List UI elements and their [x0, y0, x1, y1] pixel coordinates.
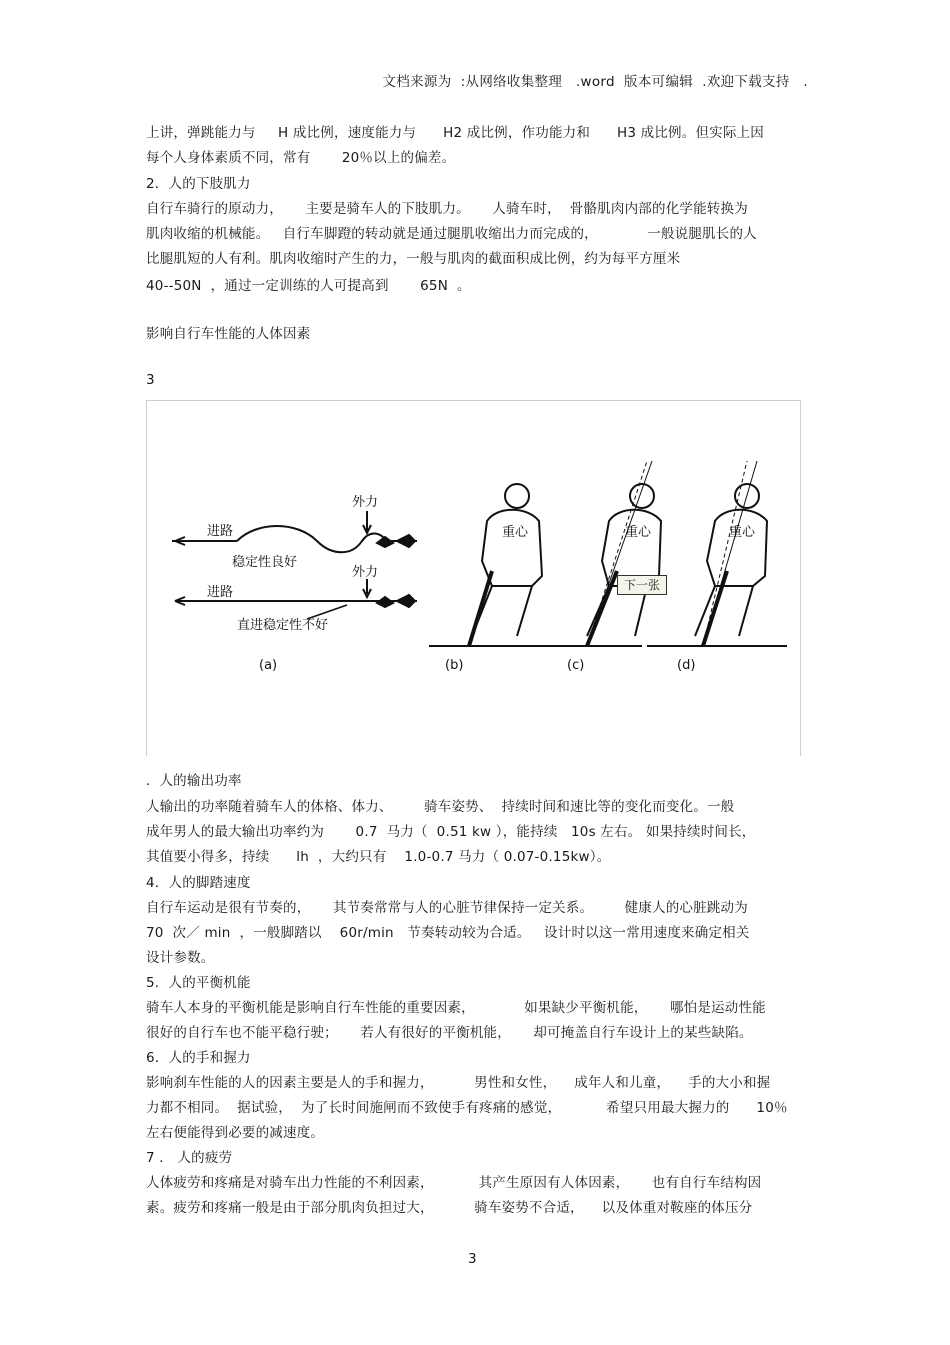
- caption-b: (b): [445, 658, 464, 673]
- figure-drawing: [147, 401, 802, 757]
- page-header: 文档来源为 :从网络收集整理 .word 版本可编辑 .欢迎下载支持 .: [382, 74, 808, 90]
- paragraph-line: 自行车运动是很有节奏的， 其节奏常常与人的心脏节律保持一定关系。 健康人的心脏跳动为: [146, 900, 748, 916]
- paragraph-line: 成年男人的最大输出功率约为 0.7 马力（ 0.51 kw ），能持续 10s 左右。 如果持续时间长，: [146, 824, 756, 840]
- figure-title: 影响自行车性能的人体因素: [146, 326, 311, 342]
- label-stable-good: 稳定性良好: [232, 555, 298, 570]
- label-route-top: 进路: [207, 524, 234, 539]
- section-heading: 7 ． 人的疲劳: [146, 1150, 233, 1166]
- label-cg-b: 重心: [502, 525, 529, 540]
- paragraph-line: 肌肉收缩的机械能。 自行车脚蹬的转动就是通过腿肌收缩出力而完成的， 一般说腿肌长的人: [146, 226, 757, 242]
- paragraph-line: 素。疲劳和疼痛一般是由于部分肌肉负担过大， 骑车姿势不合适， 以及体重对鞍座的体压分: [146, 1200, 753, 1216]
- caption-c: (c): [567, 658, 585, 673]
- label-cg-d: 重心: [729, 525, 756, 540]
- paragraph-line: 设计参数。: [146, 950, 215, 966]
- page-number: 3: [468, 1251, 477, 1267]
- paragraph-line: 每个人身体素质不同，常有 20％以上的偏差。: [146, 150, 456, 166]
- figure-number: 3: [146, 372, 155, 388]
- paragraph-line: 40--50N ，通过一定训练的人可提高到 65N 。: [146, 278, 471, 294]
- label-route-bottom: 进路: [207, 585, 234, 600]
- rider-c: [587, 461, 661, 646]
- label-stable-bad: 直进稳定性不好: [237, 618, 329, 633]
- caption-a: (a): [259, 658, 278, 673]
- bike-symbol: [377, 537, 393, 547]
- bicycle-stability-figure: [146, 400, 801, 756]
- paragraph-line: 影响刹车性能的人的因素主要是人的手和握力， 男性和女性， 成年人和儿童， 手的大小和握: [146, 1075, 771, 1091]
- next-image-button[interactable]: 下一张: [617, 575, 667, 595]
- paragraph-line: 自行车骑行的原动力， 主要是骑车人的下肢肌力。 人骑车时， 骨骼肌肉内部的化学能转换为: [146, 201, 748, 217]
- paragraph-line: 70 次／ min ，一般脚踏以 60r/min 节奏转动较为合适。 设计时以这一常用速度来确定相关: [146, 925, 750, 941]
- paragraph-line: 骑车人本身的平衡机能是影响自行车性能的重要因素， 如果缺少平衡机能， 哪怕是运动性能: [146, 1000, 766, 1016]
- label-force-bottom: 外力: [352, 565, 379, 580]
- paragraph-line: 左右便能得到必要的减速度。: [146, 1125, 325, 1141]
- paragraph-line: 很好的自行车也不能平稳行驶； 若人有很好的平衡机能， 却可掩盖自行车设计上的某些缺陷。: [146, 1025, 753, 1041]
- paragraph-line: 力都不相同。 据试验， 为了长时间施闸而不致使手有疼痛的感觉， 希望只用最大握力的 10％: [146, 1100, 788, 1116]
- paragraph-line: 上讲，弹跳能力与 H 成比例，速度能力与 H2 成比例，作功能力和 H3 成比例。但实际上因: [146, 125, 764, 141]
- paragraph-line: 比腿肌短的人有利。肌肉收缩时产生的力，一般与肌肉的截面积成比例，约为每平方厘米: [146, 251, 681, 267]
- section-heading: 2．人的下肢肌力: [146, 176, 251, 192]
- label-cg-c: 重心: [625, 525, 652, 540]
- section-heading: . 人的输出功率: [146, 773, 242, 789]
- paragraph-line: 人输出的功率随着骑车人的体格、体力、 骑车姿势、 持续时间和速比等的变化而变化。一般: [146, 799, 735, 815]
- rider-b: [469, 484, 542, 646]
- paragraph-line: 其值要小得多，持续 lh ，大约只有 1.0-0.7 马力（ 0.07-0.15kw）。: [146, 849, 611, 865]
- section-heading: 6．人的手和握力: [146, 1050, 251, 1066]
- label-force-top: 外力: [352, 495, 379, 510]
- section-heading: 5．人的平衡机能: [146, 975, 251, 991]
- rider-d: [695, 461, 767, 646]
- paragraph-line: 人体疲劳和疼痛是对骑车出力性能的不利因素， 其产生原因有人体因素， 也有自行车结构因: [146, 1175, 762, 1191]
- section-heading: 4．人的脚踏速度: [146, 875, 251, 891]
- caption-d: (d): [677, 658, 696, 673]
